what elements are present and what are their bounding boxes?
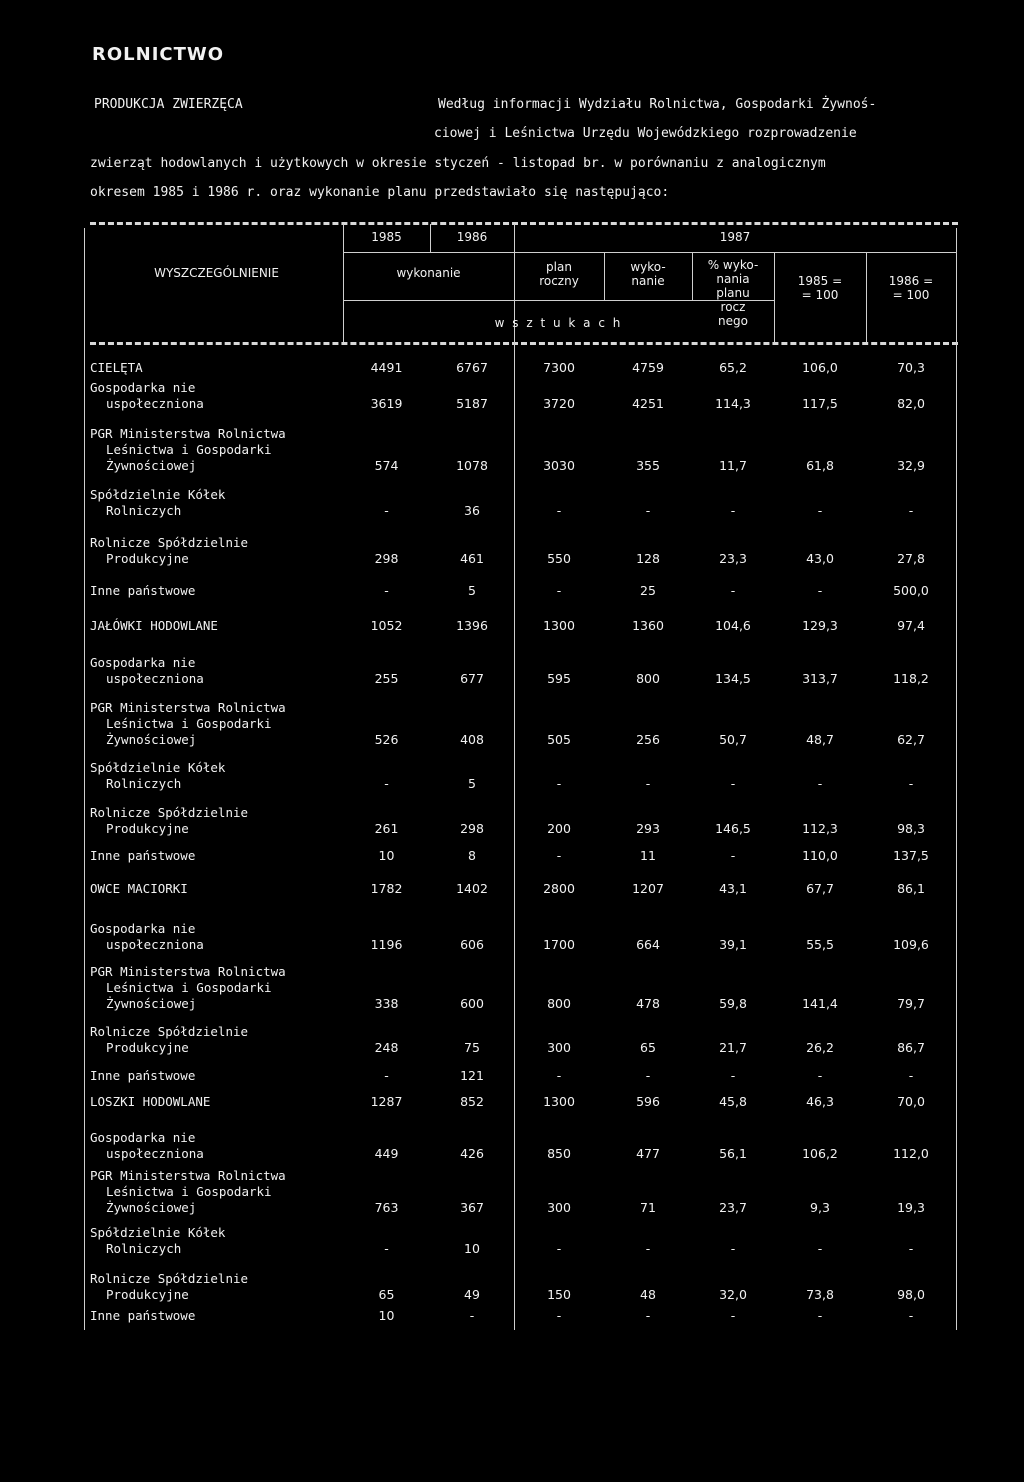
row-label-line: Gospodarka nie (90, 921, 196, 936)
value-cell: 106,2 (802, 1146, 838, 1161)
value-cell: - (817, 503, 823, 518)
row-label-line: PGR Ministerstwa Rolnictwa (90, 700, 286, 715)
value-cell: 255 (374, 671, 399, 686)
value-cell: - (908, 503, 914, 518)
value-cell: 3030 (543, 458, 575, 473)
header-wyko-line-2: nanie (631, 274, 665, 288)
header-units: w s z t u k a c h (494, 316, 623, 330)
value-cell: 300 (547, 1040, 571, 1055)
value-cell: 261 (374, 821, 399, 836)
value-cell: 800 (547, 996, 571, 1011)
value-cell: 50,7 (719, 732, 747, 747)
row-label-line: Żywnościowej (106, 732, 197, 747)
value-cell: 300 (547, 1200, 571, 1215)
value-cell: 86,7 (897, 1040, 925, 1055)
row-label-line: PGR Ministerstwa Rolnictwa (90, 426, 286, 441)
value-cell: 19,3 (897, 1200, 925, 1215)
value-cell: - (817, 583, 823, 598)
value-cell: - (384, 1068, 389, 1083)
header-plan-line-1: plan (546, 260, 572, 274)
value-cell: 55,5 (806, 937, 834, 952)
value-cell: 27,8 (897, 551, 925, 566)
header-wyko-line-1: wyko- (630, 260, 666, 274)
value-cell: 426 (460, 1146, 484, 1161)
row-label-line: Leśnictwa i Gospodarki (106, 716, 272, 731)
row-label-line: Rolnicze Spółdzielnie (90, 805, 249, 820)
value-cell: 600 (460, 996, 484, 1011)
value-cell: 141,4 (802, 996, 838, 1011)
value-cell: 850 (547, 1146, 571, 1161)
value-cell: - (645, 1068, 651, 1083)
value-cell: 97,4 (897, 618, 925, 633)
value-cell: 23,3 (719, 551, 747, 566)
value-cell: 1052 (370, 618, 403, 633)
value-cell: 109,6 (893, 937, 929, 952)
header-idx85-line-1: 1985 = (797, 274, 843, 288)
intro-line-4: okresem 1985 i 1986 r. oraz wykonanie planu przedstawiało się następująco: (90, 185, 670, 200)
value-cell: 86,1 (897, 881, 925, 896)
value-cell: 355 (636, 458, 660, 473)
row-label-line: Produkcyjne (106, 1040, 189, 1055)
value-cell: 677 (460, 671, 484, 686)
value-cell: 852 (460, 1094, 484, 1109)
value-cell: 65,2 (719, 360, 747, 375)
value-cell: 21,7 (719, 1040, 747, 1055)
value-cell: - (384, 503, 389, 518)
intro-line-3: zwierząt hodowlanych i użytkowych w okresie styczeń - listopad br. w porównaniu z analogicznym (90, 156, 826, 171)
value-cell: 75 (464, 1040, 480, 1055)
row-label-line: Produkcyjne (106, 1287, 189, 1302)
value-cell: 48 (640, 1287, 656, 1302)
value-cell: 49 (464, 1287, 480, 1302)
value-cell: 550 (547, 551, 571, 566)
value-cell: 313,7 (802, 671, 838, 686)
value-cell: - (908, 776, 914, 791)
row-label-line: Inne państwowe (90, 1308, 196, 1323)
value-cell: 298 (374, 551, 399, 566)
value-cell: 104,6 (715, 618, 751, 633)
value-cell: 26,2 (806, 1040, 834, 1055)
value-cell: 65 (640, 1040, 656, 1055)
value-cell: 32,9 (897, 458, 925, 473)
value-cell: 106,0 (802, 360, 838, 375)
value-cell: - (645, 1241, 651, 1256)
row-label-line: Rolniczych (106, 1241, 182, 1256)
value-cell: 478 (636, 996, 660, 1011)
table-left-border (84, 228, 85, 1330)
value-cell: 1402 (456, 881, 488, 896)
value-cell: 65 (378, 1287, 395, 1302)
value-cell: 32,0 (719, 1287, 747, 1302)
value-cell: 11,7 (719, 458, 747, 473)
row-label-line: uspołeczniona (106, 671, 204, 686)
value-cell: 59,8 (719, 996, 747, 1011)
row-label-line: Leśnictwa i Gospodarki (106, 442, 272, 457)
value-cell: - (730, 848, 736, 863)
value-cell: - (384, 776, 389, 791)
value-cell: 596 (636, 1094, 660, 1109)
row-label-line: Rolnicze Spółdzielnie (90, 535, 249, 550)
value-cell: - (469, 1308, 475, 1323)
value-cell: 1300 (543, 1094, 575, 1109)
value-cell: 67,7 (806, 881, 834, 896)
value-cell: 10 (378, 1308, 395, 1323)
value-cell: 664 (636, 937, 660, 952)
row-label-line: Rolniczych (106, 776, 182, 791)
value-cell: 82,0 (897, 396, 925, 411)
intro-text-1: Według informacji Wydziału Rolnictwa, Gospodarki Żywnoś- (438, 97, 877, 112)
value-cell: 606 (460, 937, 484, 952)
value-cell: 595 (547, 671, 571, 686)
value-cell: - (730, 1241, 736, 1256)
value-cell: 48,7 (806, 732, 834, 747)
value-cell: 1700 (543, 937, 575, 952)
value-cell: 98,3 (897, 821, 925, 836)
value-cell: 43,0 (806, 551, 834, 566)
value-cell: 1360 (632, 618, 664, 633)
value-cell: 1782 (370, 881, 403, 896)
value-cell: - (556, 776, 562, 791)
row-label-line: Żywnościowej (106, 996, 197, 1011)
value-cell: 25 (640, 583, 656, 598)
value-cell: 3619 (370, 396, 403, 411)
header-pct-line-2: nania (716, 272, 750, 286)
row-label-line: Gospodarka nie (90, 655, 196, 670)
value-cell: - (556, 1068, 562, 1083)
value-cell: 150 (547, 1287, 571, 1302)
value-cell: 248 (374, 1040, 399, 1055)
value-cell: 7300 (543, 360, 575, 375)
header-pct-line-4: rocz (720, 300, 746, 314)
header-wykonanie: wykonanie (396, 266, 461, 280)
value-cell: - (730, 776, 736, 791)
value-cell: 2800 (543, 881, 575, 896)
value-cell: 39,1 (719, 937, 747, 952)
value-cell: 79,7 (897, 996, 925, 1011)
header-year-1987: 1987 (719, 230, 751, 244)
value-cell: 62,7 (897, 732, 925, 747)
row-label-line: Gospodarka nie (90, 380, 196, 395)
value-cell: 71 (640, 1200, 656, 1215)
header-pct-line-3: planu (716, 286, 750, 300)
row-label-line: Spółdzielnie Kółek (90, 760, 226, 775)
row-label-line: Żywnościowej (106, 1200, 197, 1215)
value-cell: 61,8 (806, 458, 834, 473)
row-label-line: Rolniczych (106, 503, 182, 518)
value-cell: 36 (464, 503, 480, 518)
value-cell: 1196 (370, 937, 403, 952)
value-cell: 763 (374, 1200, 399, 1215)
row-label-line: uspołeczniona (106, 396, 204, 411)
row-label-line: Inne państwowe (90, 1068, 196, 1083)
value-cell: 8 (468, 848, 476, 863)
value-cell: - (645, 1308, 651, 1323)
value-cell: 1207 (632, 881, 664, 896)
row-label-line: LOSZKI HODOWLANE (90, 1094, 211, 1109)
value-cell: 10 (378, 848, 395, 863)
value-cell: 56,1 (719, 1146, 747, 1161)
row-label-line: Inne państwowe (90, 583, 196, 598)
row-label-line: JAŁÓWKI HODOWLANE (90, 618, 218, 633)
value-cell: 9,3 (810, 1200, 830, 1215)
value-cell: 526 (374, 732, 399, 747)
value-cell: 4491 (370, 360, 403, 375)
value-cell: 121 (460, 1068, 484, 1083)
value-cell: - (908, 1068, 914, 1083)
header-pct-line-1: % wyko- (707, 258, 759, 272)
row-label-line: Inne państwowe (90, 848, 196, 863)
value-cell: - (556, 583, 562, 598)
value-cell: 118,2 (893, 671, 929, 686)
value-cell: 129,3 (802, 618, 838, 633)
value-cell: 23,7 (719, 1200, 747, 1215)
value-cell: 134,5 (715, 671, 751, 686)
page-heading: ROLNICTWO (92, 44, 225, 65)
header-idx85-line-2: = 100 (801, 288, 839, 302)
value-cell: 117,5 (802, 396, 838, 411)
value-cell: - (645, 503, 651, 518)
header-idx86-line-2: = 100 (892, 288, 930, 302)
row-label-line: Gospodarka nie (90, 1130, 196, 1145)
value-cell: 3720 (543, 396, 575, 411)
table-row (90, 222, 958, 1324)
header-stub: WYSZCZEGÓLNIENIE (154, 266, 279, 280)
value-cell: 11 (640, 848, 656, 863)
value-cell: - (556, 503, 562, 518)
value-cell: - (817, 1241, 823, 1256)
row-label (90, 1308, 350, 1324)
value-cell: 146,5 (715, 821, 751, 836)
row-label-line: uspołeczniona (106, 937, 204, 952)
row-label-line: PGR Ministerstwa Rolnictwa (90, 1168, 286, 1183)
value-cell: - (556, 1308, 562, 1323)
value-cell: - (730, 503, 736, 518)
value-cell: - (817, 1308, 823, 1323)
value-cell: - (556, 1241, 562, 1256)
value-cell: 110,0 (802, 848, 838, 863)
row-label-line: Leśnictwa i Gospodarki (106, 980, 272, 995)
value-cell: 112,0 (893, 1146, 929, 1161)
row-label-line: Spółdzielnie Kółek (90, 487, 226, 502)
row-label-line: PGR Ministerstwa Rolnictwa (90, 964, 286, 979)
value-cell: - (730, 1068, 736, 1083)
value-cell: 137,5 (893, 848, 929, 863)
value-cell: 98,0 (897, 1287, 925, 1302)
row-label-line: uspołeczniona (106, 1146, 204, 1161)
value-cell: 461 (460, 551, 484, 566)
header-idx86-line-1: 1986 = (888, 274, 934, 288)
row-label-line: Produkcyjne (106, 551, 189, 566)
value-cell: 256 (636, 732, 660, 747)
value-cell: 338 (374, 996, 399, 1011)
value-cell: 73,8 (806, 1287, 834, 1302)
row-label-line: Rolnicze Spółdzielnie (90, 1271, 249, 1286)
value-cell: 43,1 (719, 881, 747, 896)
value-cell: 367 (460, 1200, 484, 1215)
value-cell: 800 (636, 671, 660, 686)
value-cell: 70,3 (897, 360, 925, 375)
value-cell: - (730, 583, 736, 598)
value-cell: 70,0 (897, 1094, 925, 1109)
value-cell: - (908, 1241, 914, 1256)
section-title: PRODUKCJA ZWIERZĘCA (94, 97, 243, 112)
value-cell: 114,3 (715, 396, 751, 411)
row-label-line: Rolnicze Spółdzielnie (90, 1024, 249, 1039)
value-cell: 1300 (543, 618, 575, 633)
value-cell: 298 (460, 821, 484, 836)
value-cell: 574 (374, 458, 399, 473)
value-cell: - (817, 776, 823, 791)
value-cell: 46,3 (806, 1094, 834, 1109)
value-cell: 1078 (456, 458, 488, 473)
value-cell: 5 (468, 583, 476, 598)
row-label-line: Produkcyjne (106, 821, 189, 836)
row-label-line: Żywnościowej (106, 458, 197, 473)
header-year-1985: 1985 (371, 230, 402, 244)
value-cell: 45,8 (719, 1094, 747, 1109)
livestock-table (90, 222, 958, 1332)
value-cell: 10 (464, 1241, 480, 1256)
value-cell: 4759 (632, 360, 664, 375)
row-label-line: OWCE MACIORKI (90, 881, 188, 896)
value-cell: - (556, 848, 562, 863)
value-cell: 5187 (456, 396, 488, 411)
value-cell: 477 (636, 1146, 660, 1161)
value-cell: 128 (636, 551, 660, 566)
value-cell: - (908, 1308, 914, 1323)
value-cell: 293 (636, 821, 660, 836)
value-cell: 500,0 (893, 583, 929, 598)
value-cell: 200 (547, 821, 571, 836)
value-cell: 1396 (456, 618, 488, 633)
value-cell: - (730, 1308, 736, 1323)
value-cell: 112,3 (802, 821, 838, 836)
value-cell: - (384, 1241, 389, 1256)
value-cell: - (817, 1068, 823, 1083)
row-label-line: Leśnictwa i Gospodarki (106, 1184, 272, 1199)
value-cell: 6767 (456, 360, 488, 375)
value-cell: 505 (547, 732, 571, 747)
value-cell: 1287 (370, 1094, 403, 1109)
row-label-line: Spółdzielnie Kółek (90, 1225, 226, 1240)
row-label-line: CIELĘTA (90, 360, 143, 375)
value-cell: 408 (460, 732, 484, 747)
header-year-1986: 1986 (456, 230, 488, 244)
intro-text-2: ciowej i Leśnictwa Urzędu Wojewódzkiego rozprowadzenie (434, 126, 857, 141)
header-plan-line-2: roczny (539, 274, 579, 288)
value-cell: - (384, 583, 389, 598)
value-cell: 449 (374, 1146, 399, 1161)
value-cell: 4251 (632, 396, 664, 411)
header-pct-line-5: nego (718, 314, 748, 328)
value-cell: - (645, 776, 651, 791)
value-cell: 5 (468, 776, 476, 791)
